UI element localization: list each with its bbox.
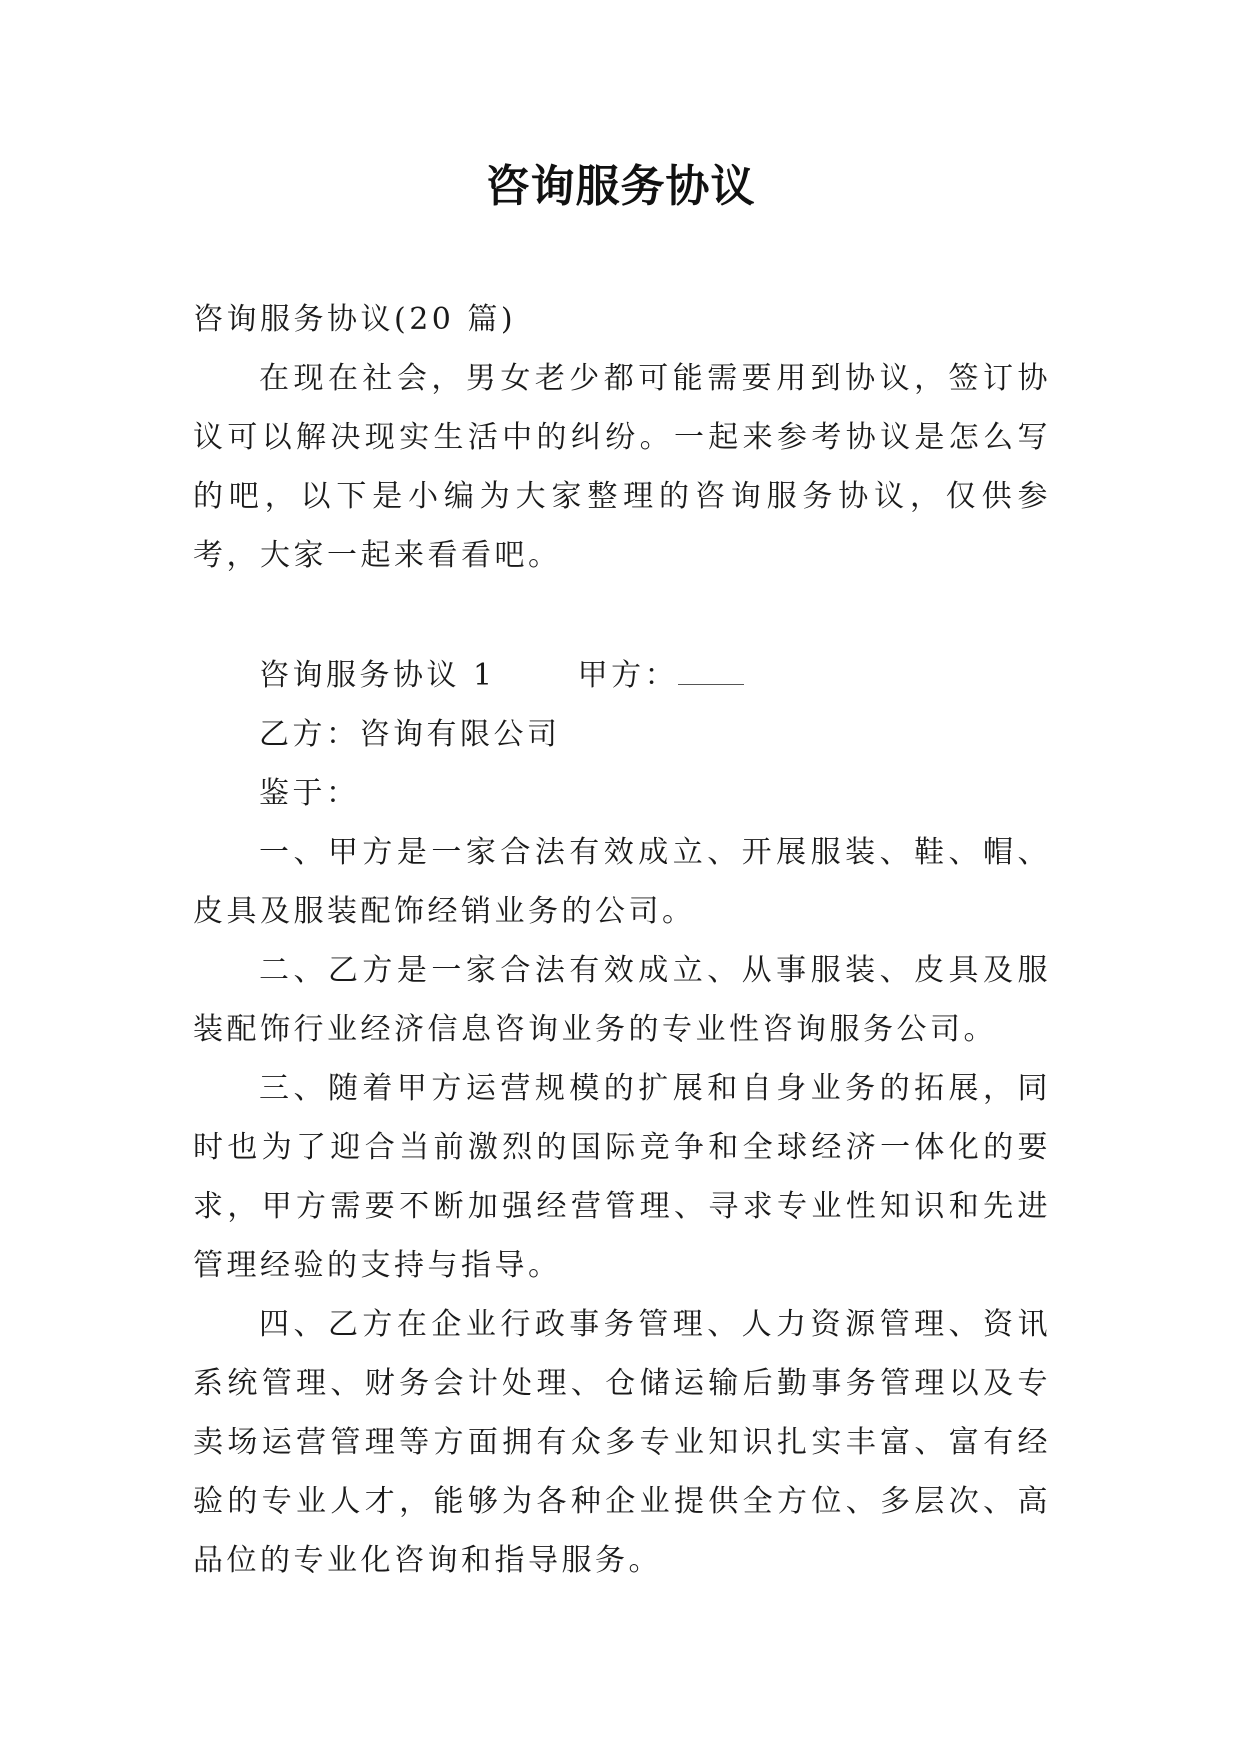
party-a-blank	[678, 662, 744, 685]
party-b: 乙方：咨询有限公司	[259, 717, 561, 752]
document-title: 咨询服务协议	[485, 161, 756, 212]
clause-1: 一、甲方是一家合法有效成立、开展服装、鞋、帽、皮具及服装配饰经销业务的公司。	[193, 835, 1051, 929]
clause-3: 三、随着甲方运营规模的扩展和自身业务的拓展，同时也为了迎合当前激烈的国际竞争和全球经济一体化的要求，甲方需要不断加强经营管理、寻求专业性知识和先进管理经验的支持与指导。	[193, 1071, 1051, 1283]
agreement-heading-line	[193, 646, 1051, 705]
whereas-label: 鉴于：	[259, 776, 360, 811]
intro-paragraph: 在现在社会，男女老少都可能需要用到协议，签订协议可以解决现实生活中的纠纷。一起来参考协议是怎么写的吧，以下是小编为大家整理的咨询服务协议，仅供参考，大家一起来看看吧。	[193, 361, 1051, 573]
document-body	[193, 290, 1051, 1590]
clause-2: 二、乙方是一家合法有效成立、从事服装、皮具及服装配饰行业经济信息咨询业务的专业性咨询服务公司。	[193, 953, 1051, 1047]
clause-4: 四、乙方在企业行政事务管理、人力资源管理、资讯系统管理、财务会计处理、仓储运输后勤事务管理以及专卖场运营管理等方面拥有众多专业知识扎实丰富、富有经验的专业人才，能够为各种企业提供全方位、多层次、高品位的专业化咨询和指导服务。	[193, 1307, 1051, 1578]
agreement-heading: 咨询服务协议 1	[259, 658, 496, 693]
paragraph-gap	[193, 585, 1051, 646]
party-a-label: 甲方：	[577, 658, 679, 693]
document-subtitle: 咨询服务协议(20 篇)	[193, 302, 517, 337]
